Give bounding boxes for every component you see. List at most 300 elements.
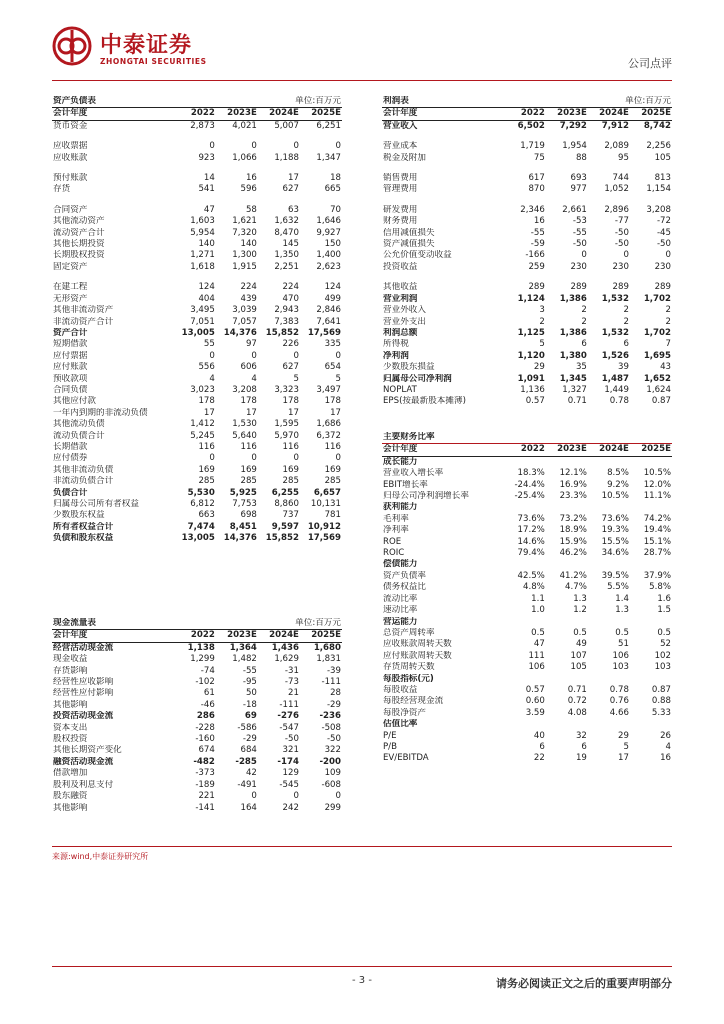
table-row xyxy=(52,642,342,654)
row-value: 0 xyxy=(209,453,215,464)
row-label: 其他长期投资 xyxy=(53,239,105,250)
row-value: 1,954 xyxy=(562,141,587,152)
year-header-label: 会计年度 xyxy=(52,108,174,120)
row-value: 870 xyxy=(528,184,545,195)
section-header-row xyxy=(382,456,672,468)
row-value: 1,680 xyxy=(313,642,341,653)
row-value: 2,251 xyxy=(274,261,299,272)
row-label: 其他收益 xyxy=(383,282,418,293)
row-value: 73.6% xyxy=(601,513,629,524)
row-value: 7,051 xyxy=(190,316,215,327)
row-label: 成长能力 xyxy=(383,456,418,467)
row-value: 2 xyxy=(581,305,587,316)
table-row xyxy=(382,571,672,582)
row-value: 684 xyxy=(240,745,257,756)
row-label: 获利能力 xyxy=(383,502,418,513)
row-value: 7 xyxy=(665,339,671,350)
row-value: 0 xyxy=(623,250,629,261)
row-value: 224 xyxy=(282,282,299,293)
table-row xyxy=(52,173,342,184)
row-value: 19.4% xyxy=(643,525,671,536)
table-row xyxy=(382,328,672,339)
table-row xyxy=(52,488,342,499)
row-value: 109 xyxy=(324,768,341,779)
income-statement-table xyxy=(382,96,672,408)
row-value: 124 xyxy=(198,282,215,293)
table-row xyxy=(52,184,342,195)
table-title: 资产负债表 xyxy=(52,96,216,108)
row-value: 9,927 xyxy=(316,227,341,238)
row-value: 169 xyxy=(324,464,341,475)
row-value: -39 xyxy=(326,665,341,676)
row-label: 毛利率 xyxy=(383,513,409,524)
row-label: 合同资产 xyxy=(53,204,88,215)
table-row xyxy=(382,537,672,548)
row-value: 29 xyxy=(533,362,545,373)
row-label: 少数股东损益 xyxy=(383,362,435,373)
row-value: 1,345 xyxy=(559,373,587,384)
row-value: 1.3 xyxy=(615,605,629,616)
row-value: -160 xyxy=(195,734,215,745)
row-value: 169 xyxy=(198,464,215,475)
row-value: 0 xyxy=(251,141,257,152)
row-value: 8,742 xyxy=(643,120,671,131)
spacer-row xyxy=(382,132,672,141)
row-value: 5,925 xyxy=(229,487,257,498)
row-value: 75 xyxy=(533,152,545,163)
table-row xyxy=(382,339,672,350)
row-value: 1,695 xyxy=(643,350,671,361)
row-value: -482 xyxy=(193,756,215,767)
row-value: 50 xyxy=(245,688,257,699)
row-value: 1,136 xyxy=(520,384,545,395)
row-value: 140 xyxy=(240,239,257,250)
table-row xyxy=(52,362,342,373)
row-value: 1,526 xyxy=(601,350,629,361)
table-row xyxy=(382,317,672,328)
brand-name-en: ZHONGTAI SECURITIES xyxy=(100,57,207,66)
row-value: 285 xyxy=(198,476,215,487)
row-value: 105 xyxy=(654,152,671,163)
row-value: 51 xyxy=(618,639,629,650)
row-value: 321 xyxy=(282,745,299,756)
row-value: 1.1 xyxy=(531,593,545,604)
row-value: 499 xyxy=(324,293,341,304)
table-row xyxy=(52,745,342,756)
row-value: 0.71 xyxy=(567,684,587,695)
row-value: 1,618 xyxy=(190,261,215,272)
table-row xyxy=(382,250,672,261)
row-label: 营业外收入 xyxy=(383,305,426,316)
row-value: -50 xyxy=(326,734,341,745)
row-value: 663 xyxy=(198,510,215,521)
row-value: 1,124 xyxy=(517,293,545,304)
row-value: 0.71 xyxy=(567,396,587,407)
table-row xyxy=(52,654,342,665)
row-value: 1,386 xyxy=(559,327,587,338)
table-row xyxy=(52,666,342,677)
table-row xyxy=(52,476,342,487)
row-value: -74 xyxy=(200,665,215,676)
row-value: 129 xyxy=(282,768,299,779)
row-value: 1,595 xyxy=(274,419,299,430)
row-value: 169 xyxy=(282,464,299,475)
row-value: 116 xyxy=(282,441,299,452)
year-header: 2025E xyxy=(300,108,342,120)
row-value: 0 xyxy=(209,350,215,361)
row-label: 估值比率 xyxy=(383,719,418,730)
row-value: 1,300 xyxy=(232,250,257,261)
table-row xyxy=(52,294,342,305)
row-value: 1,436 xyxy=(271,642,299,653)
row-value: 1,532 xyxy=(601,327,629,338)
row-value: 14.6% xyxy=(517,536,545,547)
row-value: -189 xyxy=(195,779,215,790)
header-divider xyxy=(52,80,672,81)
row-value: 61 xyxy=(203,688,215,699)
row-value: 2,873 xyxy=(190,120,215,131)
row-value: 116 xyxy=(240,441,257,452)
row-value: 5 xyxy=(539,339,545,350)
row-value: 164 xyxy=(240,802,257,813)
row-value: 107 xyxy=(570,650,587,661)
year-header-label: 会计年度 xyxy=(382,444,504,456)
row-value: 737 xyxy=(282,510,299,521)
table-row xyxy=(52,153,342,164)
row-value: 5,954 xyxy=(190,227,215,238)
section-header-row xyxy=(382,617,672,628)
row-value: 0.60 xyxy=(525,696,545,707)
row-value: 221 xyxy=(198,791,215,802)
spacer-row xyxy=(52,132,342,141)
row-value: 674 xyxy=(198,745,215,756)
table-row xyxy=(52,711,342,722)
row-value: 230 xyxy=(612,261,629,272)
row-label: 利润总额 xyxy=(383,327,418,338)
row-value: 95 xyxy=(618,152,629,163)
row-label: 净利润 xyxy=(383,350,409,361)
row-value: 9,597 xyxy=(271,521,299,532)
row-value: -73 xyxy=(284,677,299,688)
table-row xyxy=(382,262,672,273)
row-label: 所有者权益合计 xyxy=(53,521,114,532)
row-value: 5 xyxy=(293,373,299,384)
row-value: 70 xyxy=(330,204,341,215)
row-label: 资产减值损失 xyxy=(383,239,435,250)
row-value: 8,451 xyxy=(229,521,257,532)
row-value: 16 xyxy=(245,173,257,184)
row-value: 9.2% xyxy=(607,479,629,490)
row-value: -236 xyxy=(319,711,341,722)
row-value: 556 xyxy=(198,362,215,373)
table-row xyxy=(52,700,342,711)
row-value: 1,125 xyxy=(517,327,545,338)
row-value: -55 xyxy=(242,665,257,676)
row-value: 299 xyxy=(324,802,341,813)
row-value: 0.5 xyxy=(615,627,629,638)
row-label: 偿债能力 xyxy=(383,559,418,570)
row-label: 应付债券 xyxy=(53,453,88,464)
row-value: 1.5 xyxy=(657,605,671,616)
row-label: 总资产周转率 xyxy=(383,627,435,638)
row-value: 88 xyxy=(575,152,587,163)
row-value: 43 xyxy=(660,362,671,373)
row-label: 归属母公司净利润 xyxy=(383,373,452,384)
row-value: 1,621 xyxy=(232,216,257,227)
cashflow-table xyxy=(52,618,342,814)
row-value: 0.88 xyxy=(651,696,671,707)
row-label: 每股指标(元) xyxy=(383,673,434,684)
row-value: -200 xyxy=(319,756,341,767)
row-value: 404 xyxy=(198,293,215,304)
table-title: 利润表 xyxy=(382,96,546,108)
row-value: 0.87 xyxy=(651,396,671,407)
table-row xyxy=(52,374,342,385)
row-value: 18.9% xyxy=(559,525,587,536)
row-label: 营业成本 xyxy=(383,141,418,152)
year-header: 2023E xyxy=(546,444,588,456)
row-value: -508 xyxy=(321,722,341,733)
row-value: 654 xyxy=(324,362,341,373)
doc-type: 公司点评 xyxy=(628,57,672,70)
row-label: 每股收益 xyxy=(383,684,418,695)
table-row xyxy=(382,239,672,250)
row-label: 货币资金 xyxy=(53,120,88,131)
row-value: 4 xyxy=(665,741,671,752)
row-value: 178 xyxy=(282,396,299,407)
table-row xyxy=(52,385,342,396)
row-value: 34.6% xyxy=(601,548,629,559)
table-row xyxy=(382,731,672,742)
brand-name: 中泰证券 xyxy=(100,33,193,58)
row-value: 1,271 xyxy=(190,250,215,261)
row-value: 2,943 xyxy=(274,305,299,316)
row-value: 541 xyxy=(198,184,215,195)
table-row xyxy=(52,803,342,814)
table-row xyxy=(382,491,672,502)
table-row xyxy=(52,205,342,216)
table-row xyxy=(382,514,672,525)
table-row xyxy=(382,582,672,593)
row-value: -166 xyxy=(525,250,545,261)
row-label: 财务费用 xyxy=(383,216,418,227)
row-value: 226 xyxy=(282,339,299,350)
row-value: 35 xyxy=(575,362,587,373)
row-value: 1,603 xyxy=(190,216,215,227)
row-label: 长期借款 xyxy=(53,441,88,452)
row-value: 1,364 xyxy=(229,642,257,653)
row-value: 106 xyxy=(612,650,629,661)
row-value: 13,005 xyxy=(181,533,215,544)
row-value: 1,327 xyxy=(562,384,587,395)
table-unit: 单位:百万元 xyxy=(216,618,342,630)
row-label: 借款增加 xyxy=(53,768,88,779)
row-value: 0 xyxy=(335,791,341,802)
row-value: -59 xyxy=(530,239,545,250)
table-row xyxy=(52,465,342,476)
row-value: 103 xyxy=(612,662,629,673)
row-value: 1,532 xyxy=(601,293,629,304)
row-value: 105 xyxy=(570,662,587,673)
row-value: 140 xyxy=(198,239,215,250)
table-row xyxy=(382,216,672,227)
row-value: 1.2 xyxy=(573,605,587,616)
row-value: 627 xyxy=(282,184,299,195)
row-label: 应付票据 xyxy=(53,350,88,361)
row-value: 1,487 xyxy=(601,373,629,384)
source-note: 来源:wind,中泰证券研究所 xyxy=(52,852,149,861)
row-label: 净利率 xyxy=(383,525,409,536)
row-value: 21 xyxy=(288,688,299,699)
row-value: 22 xyxy=(533,753,545,764)
row-value: 2,623 xyxy=(316,261,341,272)
table-row xyxy=(382,205,672,216)
row-value: 0 xyxy=(335,453,341,464)
year-header: 2025E xyxy=(300,630,342,642)
table-row xyxy=(382,173,672,184)
row-value: -72 xyxy=(656,216,671,227)
section-header-row xyxy=(382,719,672,730)
row-value: 17.2% xyxy=(517,525,545,536)
table-row xyxy=(382,468,672,479)
row-label: 股权投资 xyxy=(53,734,88,745)
row-value: 42.5% xyxy=(517,570,545,581)
row-value: 0.87 xyxy=(651,684,671,695)
row-value: -77 xyxy=(614,216,629,227)
row-value: 7,912 xyxy=(601,120,629,131)
row-value: -31 xyxy=(284,665,299,676)
balance-sheet-table xyxy=(52,96,342,545)
row-label: 速动比率 xyxy=(383,605,418,616)
table-row xyxy=(382,548,672,559)
table-row xyxy=(52,734,342,745)
row-value: 7,057 xyxy=(232,316,257,327)
row-label: 营业收入 xyxy=(383,120,418,131)
row-value: 4.8% xyxy=(523,582,545,593)
section-header-row xyxy=(382,674,672,685)
table-row xyxy=(382,120,672,132)
spacer-row xyxy=(382,164,672,173)
year-header: 2025E xyxy=(630,108,672,120)
row-value: 923 xyxy=(198,152,215,163)
row-value: 0.5 xyxy=(531,627,545,638)
row-value: 6 xyxy=(539,741,545,752)
row-value: 145 xyxy=(282,239,299,250)
row-value: 5,530 xyxy=(187,487,215,498)
row-label: 负债合计 xyxy=(53,487,88,498)
row-value: -53 xyxy=(572,216,587,227)
row-label: 所得税 xyxy=(383,339,409,350)
row-value: 230 xyxy=(570,261,587,272)
row-value: 1,624 xyxy=(646,384,671,395)
row-value: 2 xyxy=(665,305,671,316)
row-value: 0.57 xyxy=(525,396,545,407)
table-row xyxy=(52,262,342,273)
row-value: 977 xyxy=(570,184,587,195)
row-value: 1,686 xyxy=(316,419,341,430)
row-value: 4,021 xyxy=(232,120,257,131)
row-value: 17 xyxy=(245,407,257,418)
row-value: -45 xyxy=(656,227,671,238)
row-label: 经营性应收影响 xyxy=(53,677,114,688)
row-label: 每股净资产 xyxy=(383,707,426,718)
table-row xyxy=(52,522,342,533)
row-value: 1,652 xyxy=(643,373,671,384)
row-value: 7,641 xyxy=(316,316,341,327)
row-value: 10,131 xyxy=(310,499,341,509)
table-row xyxy=(52,791,342,802)
table-row xyxy=(382,351,672,362)
row-value: 1,188 xyxy=(274,152,299,163)
row-value: -50 xyxy=(572,239,587,250)
table-row xyxy=(382,305,672,316)
row-label: 其他影响 xyxy=(53,699,88,710)
table-row xyxy=(52,305,342,316)
row-value: -50 xyxy=(656,239,671,250)
row-value: 289 xyxy=(528,282,545,293)
year-header: 2022 xyxy=(504,444,546,456)
table-row xyxy=(52,757,342,768)
row-value: 259 xyxy=(528,261,545,272)
row-label: 在建工程 xyxy=(53,282,88,293)
table-row xyxy=(52,510,342,521)
table-row xyxy=(382,525,672,536)
row-value: 5.8% xyxy=(649,582,671,593)
row-value: 470 xyxy=(282,293,299,304)
row-value: 1,646 xyxy=(316,216,341,227)
row-value: 242 xyxy=(282,802,299,813)
row-label: 融资活动现金流 xyxy=(53,756,114,767)
row-value: 1,915 xyxy=(232,261,257,272)
row-value: 116 xyxy=(324,441,341,452)
table-row xyxy=(382,594,672,605)
table-row xyxy=(382,385,672,396)
row-value: 698 xyxy=(240,510,257,521)
row-value: -545 xyxy=(279,779,299,790)
row-label: 营业外支出 xyxy=(383,316,426,327)
row-value: 1,066 xyxy=(232,152,257,163)
row-value: 47 xyxy=(203,204,215,215)
row-value: 46.2% xyxy=(559,548,587,559)
row-value: 102 xyxy=(654,650,671,661)
row-value: 230 xyxy=(654,261,671,272)
row-value: 5,970 xyxy=(274,430,299,441)
row-value: 6,812 xyxy=(190,499,215,509)
table-title: 主要财务比率 xyxy=(382,432,672,444)
row-value: -373 xyxy=(195,768,215,779)
row-value: 3,208 xyxy=(232,384,257,395)
row-value: -29 xyxy=(242,734,257,745)
row-value: 4.08 xyxy=(567,707,587,718)
row-label: 无形资产 xyxy=(53,293,88,304)
year-header: 2023E xyxy=(216,630,258,642)
table-row xyxy=(52,141,342,152)
row-value: 73.6% xyxy=(517,513,545,524)
row-value: 178 xyxy=(324,396,341,407)
row-value: -50 xyxy=(614,239,629,250)
row-value: 15.9% xyxy=(559,536,587,547)
year-header: 2025E xyxy=(630,444,672,456)
row-value: -228 xyxy=(195,722,215,733)
row-value: 3.59 xyxy=(525,707,545,718)
row-value: 14,376 xyxy=(223,327,257,338)
row-value: 286 xyxy=(196,711,215,722)
table-row xyxy=(52,419,342,430)
disclaimer-note: 请务必阅读正文之后的重要声明部分 xyxy=(496,977,672,990)
row-label: 预收款项 xyxy=(53,373,88,384)
row-value: 1,449 xyxy=(604,384,629,395)
year-header: 2024E xyxy=(588,108,630,120)
